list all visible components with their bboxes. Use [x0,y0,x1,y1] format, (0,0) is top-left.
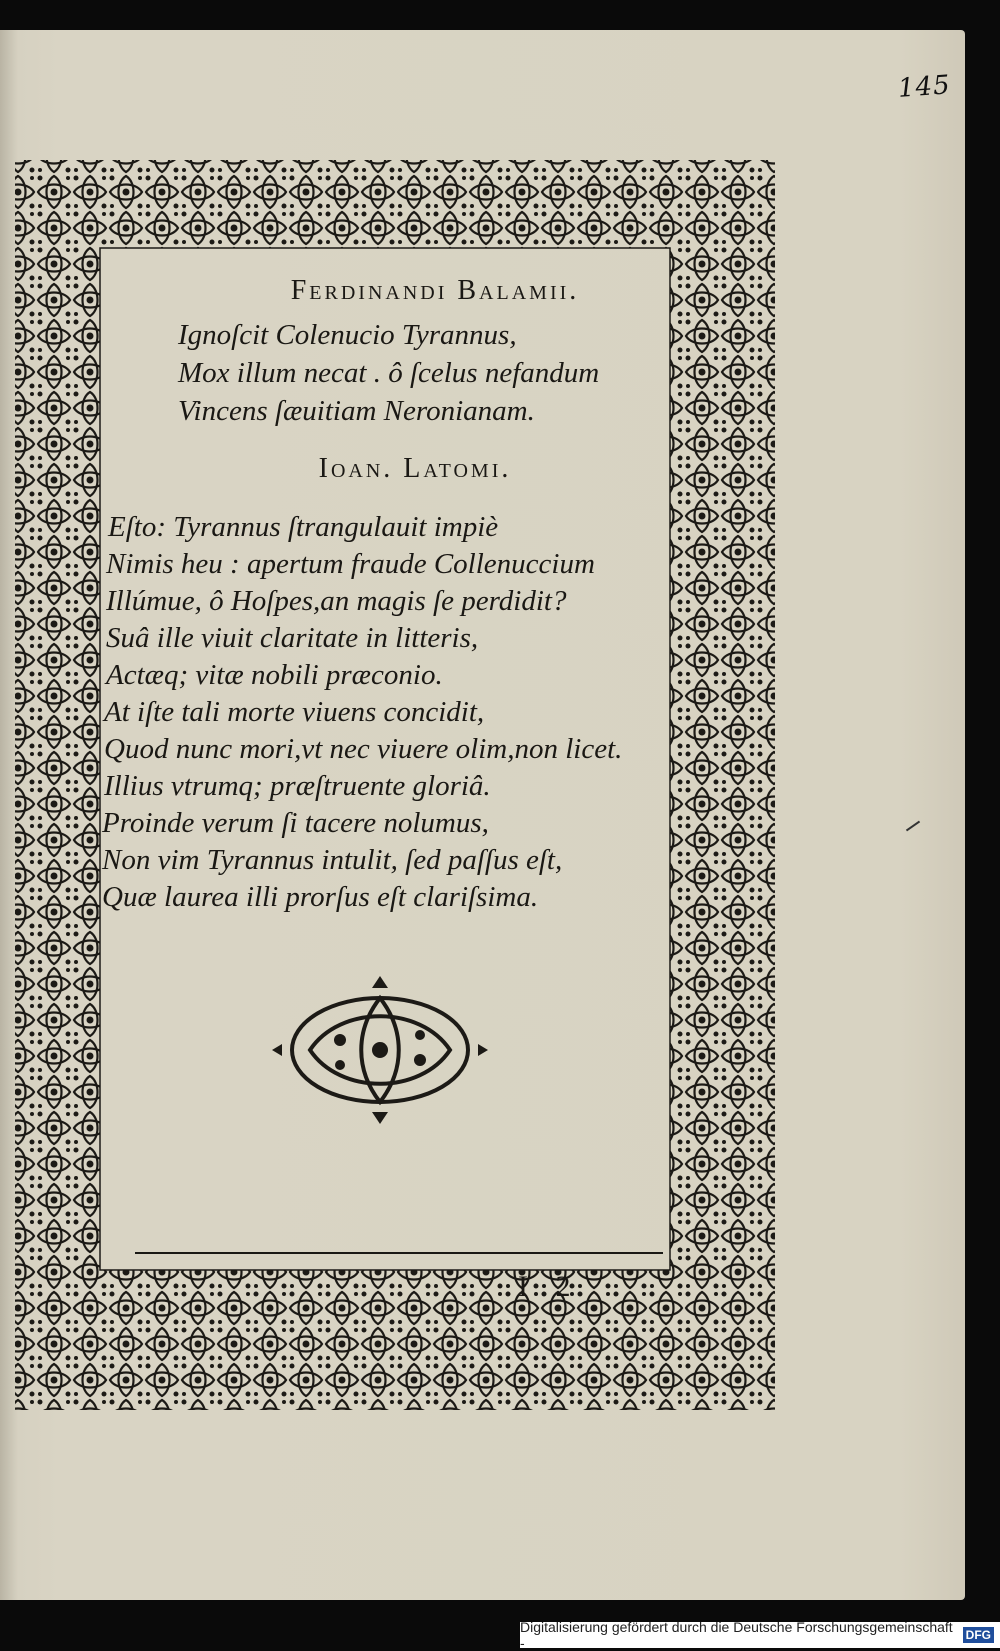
book-page [0,30,965,1600]
signature-mark: I 2 [518,1270,581,1303]
folio-number: 145 [897,70,952,104]
poem-heading-balamii: Ferdinandi Balamii. [290,275,580,306]
poem-heading-latomi: Ioan. Latomi. [318,453,512,484]
poem-line: Quæ laurea illi prorſus eſt clariſsima. [102,881,539,913]
poem-line: Vincens ſæuitiam Neronianam. [178,395,535,427]
poem-line: Proinde verum ſi tacere nolumus, [102,807,489,839]
poem-line: Illius vtrumq; præſtruente gloriâ. [104,770,491,802]
poem-line: Ignoſcit Colenucio Tyrannus, [178,319,517,351]
digitization-credit [520,1619,1000,1651]
credit-text: Digitalisierung gefördert durch die Deutsche Forschungsgemeinschaft - [520,1619,953,1651]
poem-line: Illúmue, ô Hoſpes,an magis ſe perdidit? [106,585,567,617]
dfg-logo: DFG [963,1627,994,1643]
poem-line: Suâ ille viuit claritate in litteris, [106,622,479,654]
poem-line: Actæq; vitæ nobili præconio. [106,659,443,691]
poem-line: Quod nunc mori,vt nec viuere olim,non licet. [104,733,623,765]
poem-line: At iſte tali morte viuens concidit, [104,696,485,728]
signature-rule [135,1252,663,1254]
poem-line: Eſto: Tyrannus ſtrangulauit impiè [108,511,499,543]
poem-line: Non vim Tyrannus intulit, ſed paſſus eſt, [102,844,563,876]
poem-line: Nimis heu : apertum fraude Collenuccium [106,548,595,580]
poem-line: Mox illum necat . ô ſcelus nefandum [178,357,600,389]
